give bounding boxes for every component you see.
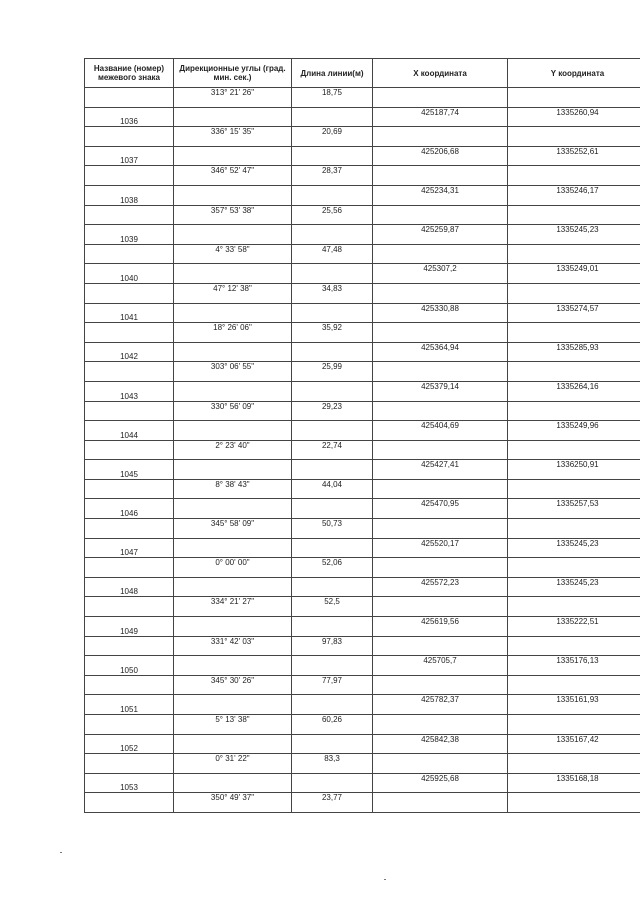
direction-angle-cell: 334° 21' 27" bbox=[174, 597, 292, 617]
table-row bbox=[85, 460, 640, 480]
x-coordinate-cell bbox=[373, 401, 508, 421]
table-row bbox=[85, 499, 640, 519]
table-row bbox=[85, 362, 640, 382]
line-length-cell bbox=[292, 264, 373, 284]
x-coordinate-cell: 425234,31 bbox=[373, 185, 508, 205]
table-body bbox=[85, 88, 640, 813]
marker-name-cell bbox=[85, 675, 174, 695]
x-coordinate-cell bbox=[373, 127, 508, 147]
table-row bbox=[85, 597, 640, 617]
line-length-cell: 83,3 bbox=[292, 754, 373, 774]
y-coordinate-cell: 1335222,51 bbox=[508, 617, 640, 637]
table-row bbox=[85, 617, 640, 637]
direction-angle-cell: 5° 13' 38" bbox=[174, 715, 292, 735]
direction-angle-cell: 8° 38' 43" bbox=[174, 479, 292, 499]
y-coordinate-cell bbox=[508, 440, 640, 460]
direction-angle-cell: 330° 56' 09" bbox=[174, 401, 292, 421]
x-coordinate-cell bbox=[373, 88, 508, 108]
marker-name-cell bbox=[85, 283, 174, 303]
table-row bbox=[85, 303, 640, 323]
scan-speck bbox=[60, 852, 62, 853]
marker-name-cell bbox=[85, 244, 174, 264]
y-coordinate-cell bbox=[508, 166, 640, 186]
y-coordinate-cell bbox=[508, 558, 640, 578]
table-row bbox=[85, 479, 640, 499]
table-row bbox=[85, 519, 640, 539]
marker-name-cell bbox=[85, 127, 174, 147]
table-row bbox=[85, 421, 640, 441]
direction-angle-cell bbox=[174, 421, 292, 441]
table-row bbox=[85, 225, 640, 245]
x-coordinate-cell bbox=[373, 675, 508, 695]
table-row bbox=[85, 636, 640, 656]
line-length-cell: 34,83 bbox=[292, 283, 373, 303]
line-length-cell: 44,04 bbox=[292, 479, 373, 499]
x-coordinate-cell: 425404,69 bbox=[373, 421, 508, 441]
x-coordinate-cell bbox=[373, 166, 508, 186]
line-length-cell: 77,97 bbox=[292, 675, 373, 695]
x-coordinate-cell: 425206,68 bbox=[373, 146, 508, 166]
table-header-row bbox=[85, 59, 640, 88]
line-length-cell: 29,23 bbox=[292, 401, 373, 421]
y-coordinate-cell bbox=[508, 362, 640, 382]
x-coordinate-cell: 425259,87 bbox=[373, 225, 508, 245]
marker-name-cell bbox=[85, 636, 174, 656]
direction-angle-cell: 350° 49' 37" bbox=[174, 793, 292, 813]
marker-name-cell: 1036 bbox=[85, 107, 174, 127]
boundary-coordinates-table bbox=[84, 58, 640, 813]
line-length-cell: 28,37 bbox=[292, 166, 373, 186]
marker-name-cell: 1042 bbox=[85, 342, 174, 362]
line-length-cell: 52,5 bbox=[292, 597, 373, 617]
table-row bbox=[85, 793, 640, 813]
y-coordinate-cell bbox=[508, 675, 640, 695]
x-coordinate-cell bbox=[373, 754, 508, 774]
table-row bbox=[85, 440, 640, 460]
marker-name-cell bbox=[85, 597, 174, 617]
table-row bbox=[85, 127, 640, 147]
table-row bbox=[85, 264, 640, 284]
line-length-cell bbox=[292, 499, 373, 519]
x-coordinate-cell: 425379,14 bbox=[373, 381, 508, 401]
direction-angle-cell bbox=[174, 617, 292, 637]
direction-angle-cell bbox=[174, 499, 292, 519]
marker-name-cell bbox=[85, 440, 174, 460]
marker-name-cell bbox=[85, 715, 174, 735]
marker-name-cell: 1039 bbox=[85, 225, 174, 245]
table-row bbox=[85, 146, 640, 166]
marker-name-cell: 1048 bbox=[85, 577, 174, 597]
direction-angle-cell: 346° 52' 47" bbox=[174, 166, 292, 186]
x-coordinate-cell: 425705,7 bbox=[373, 656, 508, 676]
x-coordinate-cell bbox=[373, 558, 508, 578]
x-coordinate-cell: 425782,37 bbox=[373, 695, 508, 715]
line-length-cell bbox=[292, 617, 373, 637]
direction-angle-cell bbox=[174, 538, 292, 558]
direction-angle-cell bbox=[174, 146, 292, 166]
line-length-cell bbox=[292, 460, 373, 480]
marker-name-cell: 1050 bbox=[85, 656, 174, 676]
x-coordinate-cell bbox=[373, 793, 508, 813]
y-coordinate-cell bbox=[508, 715, 640, 735]
marker-name-cell bbox=[85, 166, 174, 186]
table-row bbox=[85, 558, 640, 578]
direction-angle-cell bbox=[174, 773, 292, 793]
line-length-cell: 52,06 bbox=[292, 558, 373, 578]
line-length-cell bbox=[292, 656, 373, 676]
line-length-cell bbox=[292, 734, 373, 754]
line-length-cell: 25,99 bbox=[292, 362, 373, 382]
table-row bbox=[85, 715, 640, 735]
y-coordinate-cell bbox=[508, 88, 640, 108]
table-row bbox=[85, 107, 640, 127]
marker-name-cell: 1044 bbox=[85, 421, 174, 441]
line-length-cell bbox=[292, 185, 373, 205]
marker-name-cell: 1043 bbox=[85, 381, 174, 401]
direction-angle-cell bbox=[174, 381, 292, 401]
line-length-cell bbox=[292, 695, 373, 715]
marker-name-cell bbox=[85, 793, 174, 813]
line-length-cell: 47,48 bbox=[292, 244, 373, 264]
line-length-cell: 22,74 bbox=[292, 440, 373, 460]
line-length-cell bbox=[292, 225, 373, 245]
marker-name-cell: 1051 bbox=[85, 695, 174, 715]
line-length-cell bbox=[292, 146, 373, 166]
x-coordinate-cell: 425520,17 bbox=[373, 538, 508, 558]
y-coordinate-cell bbox=[508, 205, 640, 225]
y-coordinate-cell bbox=[508, 793, 640, 813]
direction-angle-cell: 331° 42' 03" bbox=[174, 636, 292, 656]
x-coordinate-cell bbox=[373, 715, 508, 735]
line-length-cell: 50,73 bbox=[292, 519, 373, 539]
table-row bbox=[85, 656, 640, 676]
y-coordinate-cell: 1335167,42 bbox=[508, 734, 640, 754]
y-coordinate-cell: 1335245,23 bbox=[508, 577, 640, 597]
direction-angle-cell: 345° 30' 26" bbox=[174, 675, 292, 695]
marker-name-cell bbox=[85, 479, 174, 499]
y-coordinate-cell: 1335176,13 bbox=[508, 656, 640, 676]
direction-angle-cell: 0° 00' 00" bbox=[174, 558, 292, 578]
y-coordinate-cell bbox=[508, 323, 640, 343]
marker-name-cell: 1047 bbox=[85, 538, 174, 558]
y-coordinate-cell: 1335285,93 bbox=[508, 342, 640, 362]
direction-angle-cell bbox=[174, 656, 292, 676]
x-coordinate-cell: 425330,88 bbox=[373, 303, 508, 323]
x-coordinate-cell: 425307,2 bbox=[373, 264, 508, 284]
table-row bbox=[85, 88, 640, 108]
y-coordinate-cell: 1335264,16 bbox=[508, 381, 640, 401]
y-coordinate-cell: 1335245,23 bbox=[508, 538, 640, 558]
y-coordinate-cell: 1335249,01 bbox=[508, 264, 640, 284]
x-coordinate-cell bbox=[373, 597, 508, 617]
table-row bbox=[85, 244, 640, 264]
table-row bbox=[85, 401, 640, 421]
marker-name-cell bbox=[85, 754, 174, 774]
table-row bbox=[85, 538, 640, 558]
scan-speck bbox=[384, 879, 386, 880]
line-length-cell bbox=[292, 538, 373, 558]
line-length-cell bbox=[292, 773, 373, 793]
line-length-cell bbox=[292, 303, 373, 323]
line-length-cell bbox=[292, 577, 373, 597]
line-length-cell: 20,69 bbox=[292, 127, 373, 147]
y-coordinate-cell: 1335161,93 bbox=[508, 695, 640, 715]
y-coordinate-cell bbox=[508, 479, 640, 499]
x-coordinate-cell bbox=[373, 283, 508, 303]
marker-name-cell bbox=[85, 323, 174, 343]
table-row bbox=[85, 342, 640, 362]
table-row bbox=[85, 323, 640, 343]
direction-angle-cell bbox=[174, 342, 292, 362]
x-coordinate-cell: 425470,95 bbox=[373, 499, 508, 519]
marker-name-cell bbox=[85, 205, 174, 225]
header-line-length: Длина линии(м) bbox=[292, 59, 373, 88]
y-coordinate-cell bbox=[508, 283, 640, 303]
table-row bbox=[85, 205, 640, 225]
marker-name-cell bbox=[85, 519, 174, 539]
x-coordinate-cell: 425572,23 bbox=[373, 577, 508, 597]
x-coordinate-cell bbox=[373, 479, 508, 499]
x-coordinate-cell: 425427,41 bbox=[373, 460, 508, 480]
direction-angle-cell: 303° 06' 55" bbox=[174, 362, 292, 382]
y-coordinate-cell bbox=[508, 401, 640, 421]
table-row bbox=[85, 695, 640, 715]
y-coordinate-cell: 1335274,57 bbox=[508, 303, 640, 323]
marker-name-cell: 1040 bbox=[85, 264, 174, 284]
direction-angle-cell: 0° 31' 22" bbox=[174, 754, 292, 774]
marker-name-cell: 1053 bbox=[85, 773, 174, 793]
direction-angle-cell: 47° 12' 38" bbox=[174, 283, 292, 303]
direction-angle-cell: 313° 21' 26" bbox=[174, 88, 292, 108]
marker-name-cell: 1038 bbox=[85, 185, 174, 205]
marker-name-cell: 1052 bbox=[85, 734, 174, 754]
line-length-cell: 23,77 bbox=[292, 793, 373, 813]
table-row bbox=[85, 675, 640, 695]
direction-angle-cell: 345° 58' 09" bbox=[174, 519, 292, 539]
header-marker-name: Название (номер) межевого знака bbox=[85, 59, 174, 88]
y-coordinate-cell: 1335257,53 bbox=[508, 499, 640, 519]
line-length-cell bbox=[292, 421, 373, 441]
marker-name-cell: 1046 bbox=[85, 499, 174, 519]
x-coordinate-cell: 425619,56 bbox=[373, 617, 508, 637]
x-coordinate-cell bbox=[373, 636, 508, 656]
line-length-cell: 60,26 bbox=[292, 715, 373, 735]
marker-name-cell: 1045 bbox=[85, 460, 174, 480]
table-row bbox=[85, 381, 640, 401]
x-coordinate-cell: 425364,94 bbox=[373, 342, 508, 362]
x-coordinate-cell bbox=[373, 519, 508, 539]
table-row bbox=[85, 185, 640, 205]
marker-name-cell bbox=[85, 401, 174, 421]
direction-angle-cell bbox=[174, 303, 292, 323]
table-row bbox=[85, 166, 640, 186]
line-length-cell: 25,56 bbox=[292, 205, 373, 225]
y-coordinate-cell: 1336250,91 bbox=[508, 460, 640, 480]
header-y-coordinate: Y координата bbox=[508, 59, 640, 88]
direction-angle-cell bbox=[174, 734, 292, 754]
direction-angle-cell bbox=[174, 460, 292, 480]
y-coordinate-cell: 1335260,94 bbox=[508, 107, 640, 127]
y-coordinate-cell: 1335252,61 bbox=[508, 146, 640, 166]
line-length-cell: 35,92 bbox=[292, 323, 373, 343]
y-coordinate-cell bbox=[508, 636, 640, 656]
marker-name-cell bbox=[85, 88, 174, 108]
line-length-cell bbox=[292, 381, 373, 401]
y-coordinate-cell bbox=[508, 127, 640, 147]
direction-angle-cell: 18° 26' 06" bbox=[174, 323, 292, 343]
y-coordinate-cell: 1335246,17 bbox=[508, 185, 640, 205]
direction-angle-cell bbox=[174, 695, 292, 715]
line-length-cell: 97,83 bbox=[292, 636, 373, 656]
direction-angle-cell bbox=[174, 107, 292, 127]
table-row bbox=[85, 283, 640, 303]
y-coordinate-cell bbox=[508, 754, 640, 774]
marker-name-cell bbox=[85, 362, 174, 382]
header-direction-angle: Дирекционные углы (град. мин. сек.) bbox=[174, 59, 292, 88]
direction-angle-cell bbox=[174, 225, 292, 245]
y-coordinate-cell bbox=[508, 244, 640, 264]
y-coordinate-cell: 1335249,96 bbox=[508, 421, 640, 441]
marker-name-cell: 1041 bbox=[85, 303, 174, 323]
x-coordinate-cell bbox=[373, 205, 508, 225]
x-coordinate-cell bbox=[373, 244, 508, 264]
x-coordinate-cell bbox=[373, 362, 508, 382]
x-coordinate-cell: 425925,68 bbox=[373, 773, 508, 793]
header-x-coordinate: X координата bbox=[373, 59, 508, 88]
direction-angle-cell bbox=[174, 185, 292, 205]
line-length-cell: 18,75 bbox=[292, 88, 373, 108]
x-coordinate-cell bbox=[373, 440, 508, 460]
direction-angle-cell bbox=[174, 264, 292, 284]
marker-name-cell bbox=[85, 558, 174, 578]
direction-angle-cell: 336° 15' 35" bbox=[174, 127, 292, 147]
direction-angle-cell: 4° 33' 58" bbox=[174, 244, 292, 264]
table-row bbox=[85, 773, 640, 793]
marker-name-cell: 1049 bbox=[85, 617, 174, 637]
y-coordinate-cell: 1335168,18 bbox=[508, 773, 640, 793]
direction-angle-cell: 2° 23' 40" bbox=[174, 440, 292, 460]
direction-angle-cell bbox=[174, 577, 292, 597]
table-row bbox=[85, 577, 640, 597]
y-coordinate-cell: 1335245,23 bbox=[508, 225, 640, 245]
table-row bbox=[85, 734, 640, 754]
line-length-cell bbox=[292, 107, 373, 127]
direction-angle-cell: 357° 53' 38" bbox=[174, 205, 292, 225]
marker-name-cell: 1037 bbox=[85, 146, 174, 166]
table-row bbox=[85, 754, 640, 774]
y-coordinate-cell bbox=[508, 519, 640, 539]
x-coordinate-cell: 425842,38 bbox=[373, 734, 508, 754]
line-length-cell bbox=[292, 342, 373, 362]
y-coordinate-cell bbox=[508, 597, 640, 617]
x-coordinate-cell: 425187,74 bbox=[373, 107, 508, 127]
x-coordinate-cell bbox=[373, 323, 508, 343]
